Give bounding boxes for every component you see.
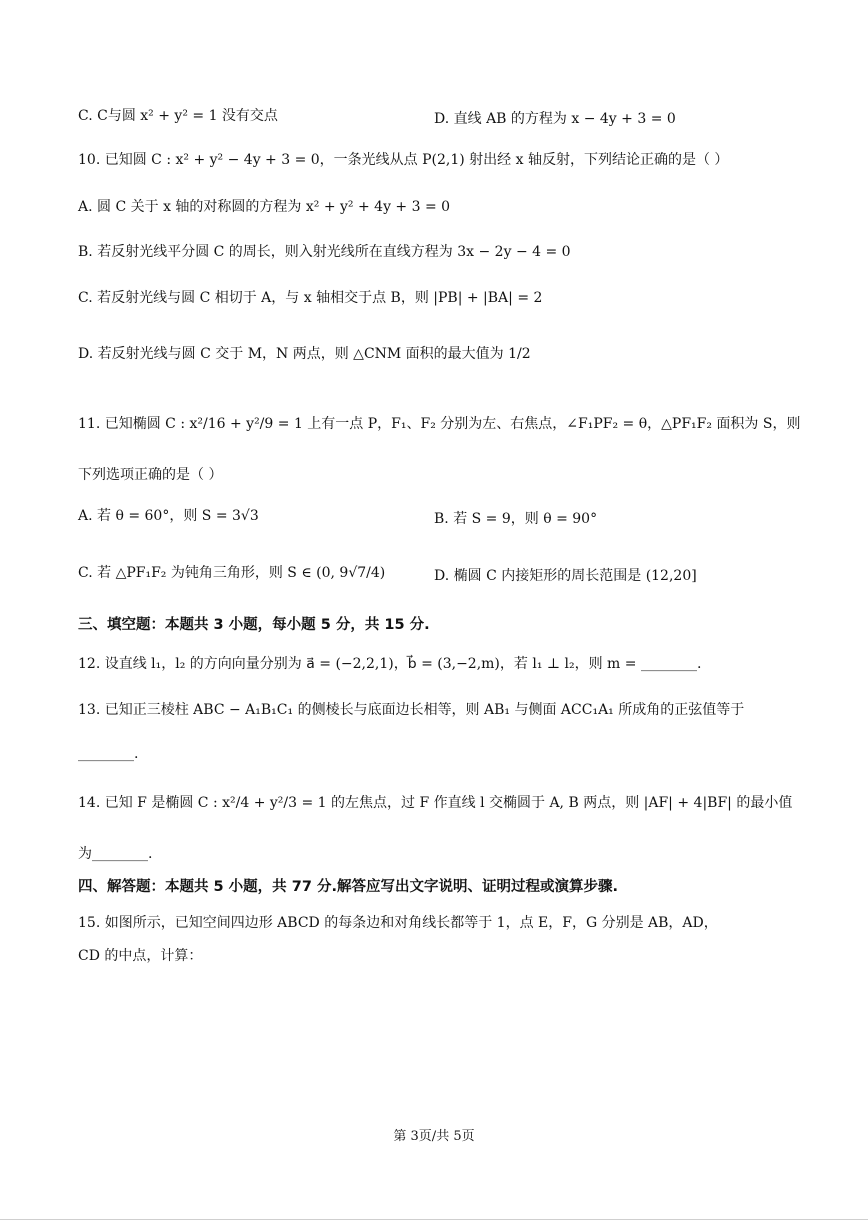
q14-blank: 为________. [78, 846, 153, 862]
q10-option-d: D. 若反射光线与圆 C 交于 M，N 两点，则 △CNM 面积的最大值为 1/2 [78, 346, 531, 362]
bottom-divider [0, 1219, 868, 1220]
q10-stem: 10. 已知圆 C : x² + y² − 4y + 3 = 0，一条光线从点 P(2,1) 射出经 x 轴反射，下列结论正确的是（ ） [78, 152, 729, 168]
section-4-heading: 四、解答题：本题共 5 小题，共 77 分.解答应写出文字说明、证明过程或演算步骤. [78, 879, 618, 895]
q9-option-d: D. 直线 AB 的方程为 x − 4y + 3 = 0 [434, 111, 676, 127]
q11-option-b: B. 若 S = 9，则 θ = 90° [434, 511, 598, 527]
q10-option-c: C. 若反射光线与圆 C 相切于 A，与 x 轴相交于点 B，则 |PB| + |BA| = 2 [78, 290, 543, 306]
q11-option-c: C. 若 △PF₁F₂ 为钝角三角形，则 S ∈ (0, 9√7/4) [78, 565, 386, 581]
q12: 12. 设直线 l₁，l₂ 的方向向量分别为 a⃗ = (−2,2,1)，b⃗ = (3,−2,m)，若 l₁ ⊥ l₂，则 m = ________. [78, 656, 702, 672]
section-3-heading: 三、填空题：本题共 3 小题，每小题 5 分，共 15 分. [78, 617, 430, 633]
q14: 14. 已知 F 是椭圆 C : x²/4 + y²/3 = 1 的左焦点，过 F 作直线 l 交椭圆于 A, B 两点，则 |AF| + 4|BF| 的最小值 [78, 795, 793, 811]
q11-stem: 11. 已知椭圆 C : x²/16 + y²/9 = 1 上有一点 P，F₁、F₂ 分别为左、右焦点，∠F₁PF₂ = θ，△PF₁F₂ 面积为 S，则 [78, 416, 801, 432]
q13: 13. 已知正三棱柱 ABC − A₁B₁C₁ 的侧棱长与底面边长相等，则 AB₁ 与侧面 ACC₁A₁ 所成角的正弦值等于 [78, 702, 745, 718]
q10-option-a: A. 圆 C 关于 x 轴的对称圆的方程为 x² + y² + 4y + 3 = 0 [78, 199, 451, 215]
q13-blank: ________. [78, 746, 139, 762]
q10-option-b: B. 若反射光线平分圆 C 的周长，则入射光线所在直线方程为 3x − 2y − 4 = 0 [78, 244, 571, 260]
q15-stem: 15. 如图所示，已知空间四边形 ABCD 的每条边和对角线长都等于 1，点 E，F，G 分别是 AB，AD， [78, 915, 718, 931]
q11-option-d: D. 椭圆 C 内接矩形的周长范围是 (12,20] [434, 568, 697, 584]
q11-option-a: A. 若 θ = 60°，则 S = 3√3 [78, 508, 259, 524]
q11-stem-cont: 下列选项正确的是（ ） [78, 467, 223, 483]
q9-option-c: C. C与圆 x² + y² = 1 没有交点 [78, 108, 278, 124]
page-footer: 第 3页/共 5页 [393, 1129, 475, 1144]
q15-stem-cont: CD 的中点，计算： [78, 948, 203, 964]
